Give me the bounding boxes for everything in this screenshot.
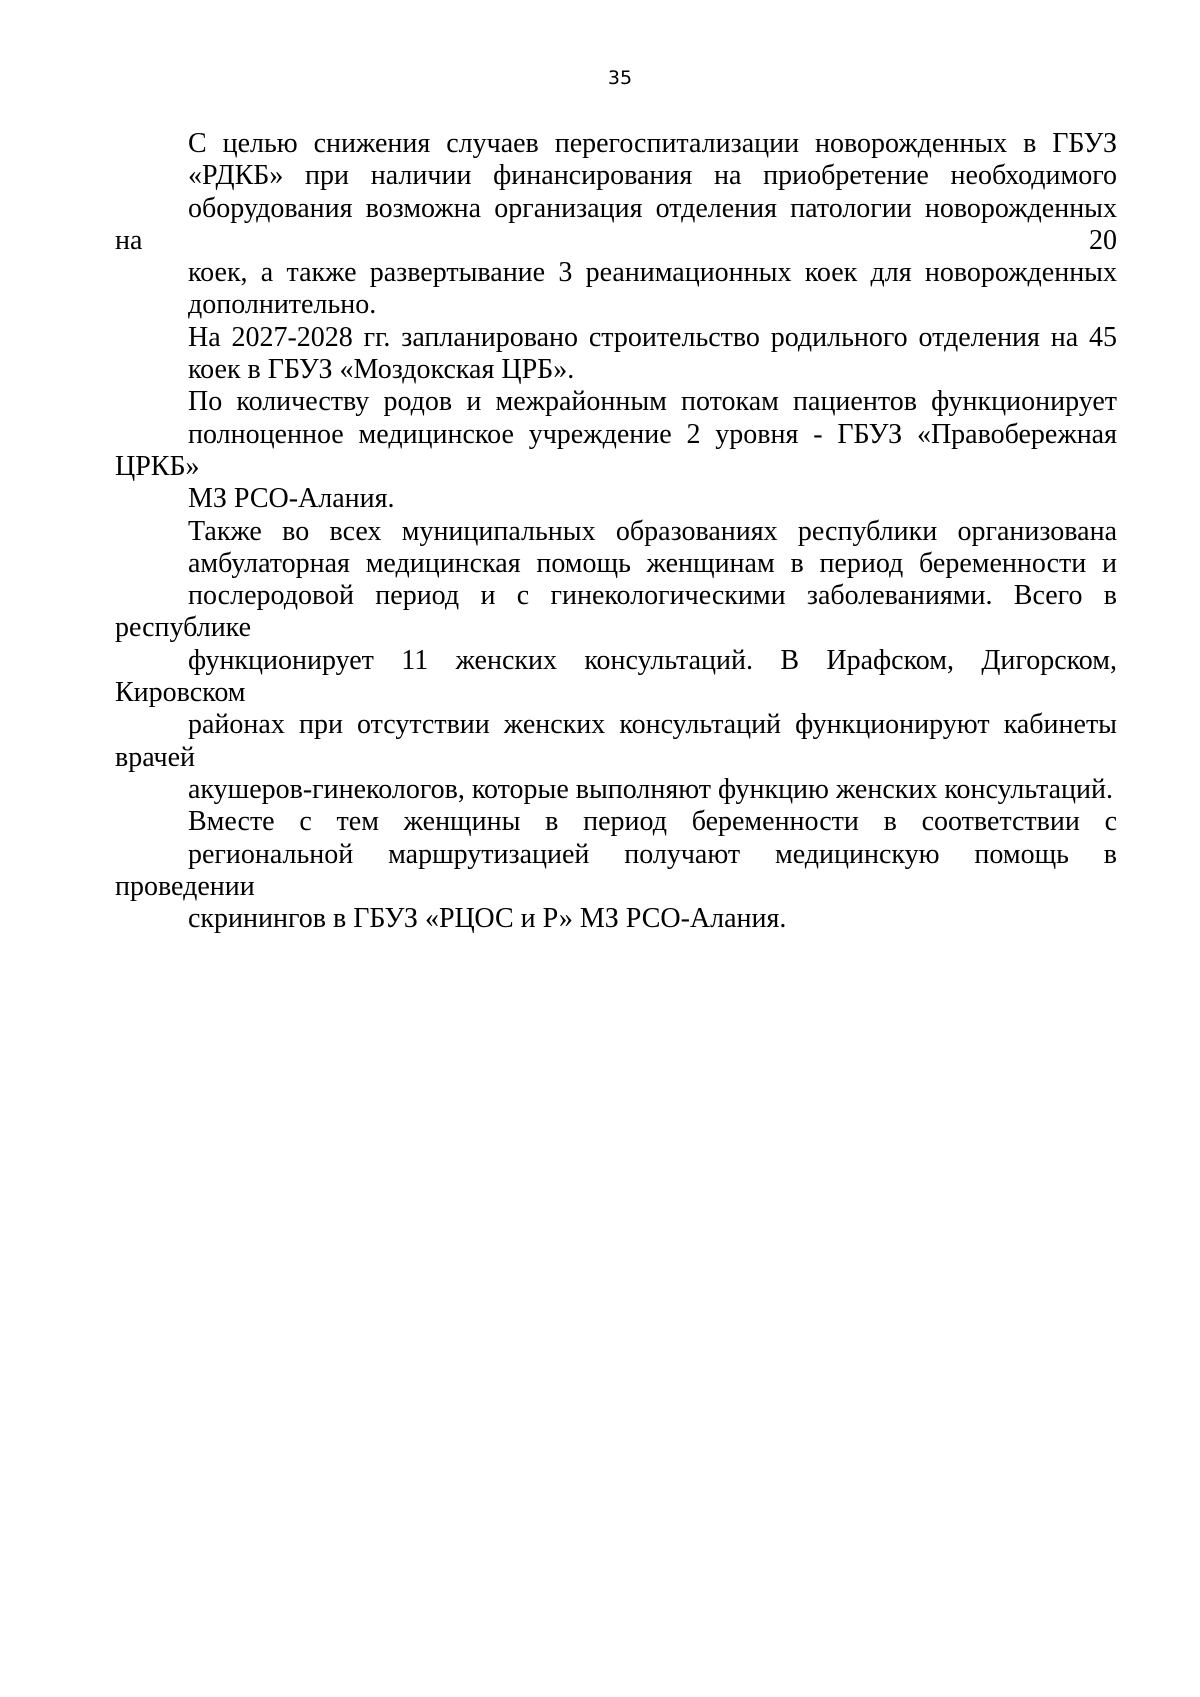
text-line: Вместе с тем женщины в период беременности в соответствии с (188, 806, 1117, 838)
text-line: региональной маршрутизацией получают медицинскую помощь в проведении (115, 838, 1117, 902)
text-line: С целью снижения случаев перегоспитализации новорожденных в ГБУЗ (188, 128, 1117, 159)
text-line: оборудования возможна организация отделения патологии новорожденных на 20 (115, 192, 1117, 256)
text-line: «РДКБ» при наличии финансирования на приобретение необходимого (188, 160, 1117, 192)
text-line: функционирует 11 женских консультаций. В Ирафском, Дигорском, Кировском (115, 644, 1117, 709)
text-line: МЗ РСО-Алания. (188, 483, 395, 515)
text-line: коек, а также развертывание 3 реанимационных коек для новорожденных (188, 257, 1117, 289)
text-line: районах при отсутствии женских консультаций функционируют кабинеты врачей (115, 709, 1117, 773)
text-line: послеродовой период и с гинекологическими заболеваниями. Всего в республике (115, 580, 1117, 644)
paragraph-level-2-institution (115, 386, 1117, 515)
paragraph-screening-routing (115, 806, 1117, 935)
text-line: Также во всех муниципальных образованиях республики организована (188, 515, 1117, 547)
text-line: коек в ГБУЗ «Моздокская ЦРБ». (188, 354, 575, 386)
paragraph-maternity-construction (115, 322, 1117, 387)
paragraph-outpatient-care (115, 516, 1117, 807)
text-line: По количеству родов и межрайонным потокам пациентов функционирует (188, 386, 1117, 418)
page-number: 35 (607, 67, 633, 89)
text-line: полноценное медицинское учреждение 2 уровня - ГБУЗ «Правобережная ЦРКБ» (115, 418, 1117, 482)
text-line: дополнительно. (188, 289, 377, 321)
text-line: На 2027-2028 гг. запланировано строительство родильного отделения на 45 (188, 321, 1117, 353)
paragraph-neonatal-department (115, 128, 1117, 322)
text-line: акушеров-гинекологов, которые выполняют функцию женских консультаций. (188, 773, 1113, 805)
text-line: скринингов в ГБУЗ «РЦОС и Р» МЗ РСО-Алания. (188, 903, 787, 935)
text-line: амбулаторная медицинская помощь женщинам в период беременности и (188, 547, 1117, 579)
document-body (115, 128, 1117, 935)
